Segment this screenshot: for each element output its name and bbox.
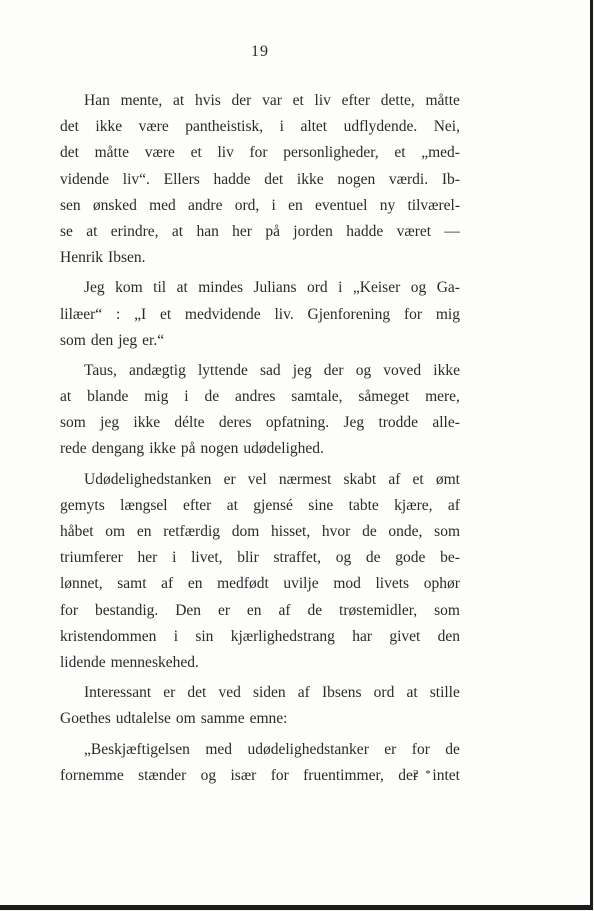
text-word: at (406, 684, 418, 702)
text-line (60, 140, 460, 166)
text-word: ved (218, 684, 241, 702)
text-word: er (223, 470, 236, 488)
text-word: ikke (133, 414, 161, 432)
text-line (60, 763, 460, 789)
body-text (60, 88, 460, 789)
text-line (60, 410, 460, 436)
text-word: såmeget (358, 388, 410, 406)
text-word: ophør (423, 575, 460, 593)
text-word: andægtig (129, 361, 186, 379)
text-word: lilæer“ (60, 305, 103, 323)
text-word: personligheder, (283, 144, 379, 162)
text-line (60, 328, 460, 354)
text-word: Henrik (60, 249, 104, 267)
text-word: om (105, 523, 126, 540)
text-line (60, 167, 460, 193)
text-word: skabt (343, 470, 377, 488)
text-word: i (184, 388, 189, 406)
text-word: sine (308, 496, 334, 514)
text-word: dengang (91, 440, 145, 458)
text-line (60, 114, 460, 140)
text-word: vel (247, 470, 267, 488)
text-word: her (232, 222, 252, 240)
text-word: værdi. (388, 170, 429, 188)
text-word: længsel (120, 496, 168, 514)
text-word: at (86, 222, 98, 240)
text-word: nogen (337, 170, 376, 188)
text-word: liv (314, 92, 331, 109)
text-word: i (338, 279, 343, 297)
text-word: trøstemidler, (339, 601, 418, 619)
text-word: ikke (296, 170, 324, 188)
text-word: har (352, 627, 373, 645)
text-word: en (136, 523, 152, 540)
text-word: mod (333, 575, 361, 593)
page-number: 19 (251, 43, 269, 60)
text-word: på (180, 440, 196, 458)
text-word: en (187, 575, 203, 593)
text-word: „I (134, 305, 147, 323)
text-word: sad (260, 361, 281, 379)
text-word: ikke (149, 440, 176, 458)
text-word: pantheistisk, (185, 118, 264, 136)
text-word: de (445, 740, 460, 758)
text-line (60, 545, 460, 571)
text-word: sin (195, 627, 214, 645)
text-word: opfatning. (265, 414, 330, 432)
text-word: de (365, 549, 381, 567)
text-word: eventuel (314, 196, 368, 214)
text-word: Interessant (84, 684, 152, 702)
text-word: at (176, 279, 188, 297)
text-word: délte (174, 414, 205, 432)
text-word: lønnet, (60, 575, 103, 593)
text-word: altet (300, 118, 328, 136)
text-word: mere, (425, 388, 460, 406)
text-word: det (60, 118, 79, 136)
text-word: mig (144, 388, 169, 406)
text-word: de (362, 523, 377, 540)
text-word: Ellers (163, 170, 200, 188)
text-word: de (307, 601, 323, 619)
text-word: hisset, (271, 523, 311, 540)
text-word: på (265, 222, 280, 240)
text-word: Ib- (441, 170, 460, 188)
text-line (60, 245, 460, 271)
text-word: der (323, 361, 344, 379)
text-word: i (279, 118, 284, 136)
text-word: stille (429, 684, 460, 702)
text-word: jeg (100, 414, 120, 432)
text-word: sen (60, 196, 81, 214)
text-word: som (434, 523, 460, 540)
text-word: er (384, 740, 397, 758)
text-word: givet (389, 627, 421, 645)
text-word: medvidende (184, 305, 261, 323)
text-word: udødelighedstanker (247, 740, 369, 758)
text-word: som (60, 331, 86, 349)
text-word: efter (182, 496, 212, 514)
text-word: været (396, 222, 432, 240)
text-word: se (60, 222, 73, 240)
text-word: her (137, 549, 158, 567)
text-word: i (172, 549, 177, 567)
text-word: er (163, 684, 176, 702)
text-word: ord, (234, 196, 260, 214)
text-word: lidende (60, 653, 106, 671)
text-word: nogen (200, 440, 239, 458)
text-word: er (217, 601, 230, 619)
text-word: trodde (378, 414, 419, 432)
text-word: og (335, 549, 352, 567)
text-word: og (200, 766, 217, 784)
text-word: Ibsens (321, 684, 362, 702)
text-word: i (271, 196, 276, 214)
text-word: andres (234, 388, 276, 406)
text-word: som (434, 601, 460, 619)
text-word: rede (60, 440, 87, 458)
text-line (60, 358, 460, 384)
text-line (60, 598, 460, 624)
text-word: gemyts (60, 496, 105, 514)
text-line (60, 384, 460, 410)
text-word: be- (440, 549, 460, 567)
text-line (60, 737, 460, 763)
text-word: ikke (95, 118, 123, 136)
text-word: Jeg (84, 279, 105, 297)
text-word: måtte (425, 92, 460, 109)
text-word: dette, (380, 92, 415, 109)
text-word: af (161, 575, 174, 593)
text-word: med (149, 196, 176, 214)
text-line (60, 219, 460, 245)
text-word: samt (117, 575, 147, 593)
text-word: være (144, 144, 175, 162)
text-word: hadde (346, 222, 384, 240)
text-word: der (398, 766, 419, 784)
text-word: udødelighed. (243, 440, 324, 458)
text-word: Jeg (343, 414, 365, 432)
text-word: til (153, 279, 167, 297)
text-word: stænder (138, 766, 187, 784)
text-word: at (173, 92, 185, 109)
text-word: samtale, (291, 388, 343, 406)
text-word: gjensé (253, 496, 293, 514)
text-word: kjære, (394, 496, 433, 514)
text-word: erindre, (110, 222, 159, 240)
text-word: og (355, 361, 372, 379)
text-word: emne: (249, 710, 288, 728)
text-word: ømt (435, 470, 460, 488)
text-word: af (388, 470, 401, 488)
text-word: jeg (292, 361, 312, 379)
text-word: ord (373, 684, 395, 702)
text-word: Gjenforening (307, 305, 391, 323)
text-word: mig (435, 305, 460, 323)
text-word: jorden (293, 222, 333, 240)
text-word: liv. (274, 305, 294, 323)
text-word: et (394, 144, 406, 162)
text-word: straffet, (273, 549, 321, 567)
text-word: tilværel- (407, 196, 460, 214)
text-word: efter (341, 92, 371, 109)
text-word: vidende (60, 170, 110, 188)
text-word: for (60, 601, 79, 619)
text-word: dom (231, 523, 260, 540)
text-word: onde, (388, 523, 423, 540)
text-word: medfødt (217, 575, 269, 593)
text-word: Den (175, 601, 202, 619)
text-word: ikke (433, 361, 460, 379)
text-word: af (447, 496, 460, 514)
text-word: mente, (120, 92, 163, 109)
text-line (60, 706, 460, 732)
text-word: for (403, 305, 423, 323)
text-word: Ga- (436, 279, 460, 297)
text-word: „Beskjæftigelsen (84, 740, 190, 758)
text-word: — (444, 222, 460, 240)
text-word: især (230, 766, 257, 784)
text-line (60, 680, 460, 706)
text-word: med (205, 740, 233, 758)
text-word: den (90, 331, 114, 349)
text-word: af (297, 684, 310, 702)
text-line (60, 88, 460, 114)
text-word: „med- (421, 144, 460, 162)
text-word: : (115, 305, 121, 323)
text-line (60, 519, 460, 545)
text-word: Udødelighedstanken (84, 470, 212, 488)
text-word: Taus, (84, 361, 117, 379)
text-word: i (173, 627, 179, 645)
text-word: liv (217, 144, 234, 162)
text-word: om (175, 710, 196, 728)
text-word: Han (84, 92, 110, 109)
text-word: at (171, 222, 184, 240)
text-word: livets (375, 575, 410, 593)
text-word: den (437, 627, 460, 645)
text-word: hvor (321, 523, 351, 540)
text-word: der (231, 92, 252, 109)
text-word: triumferer (60, 549, 123, 567)
text-word: udtalelse (115, 710, 171, 728)
text-word: nærmest (278, 470, 332, 488)
text-word: Julians (253, 279, 297, 297)
text-word: kjærlighedstrang (230, 627, 335, 645)
text-word: gode (395, 549, 426, 567)
text-word: hvis (194, 92, 221, 109)
text-word: en (246, 601, 262, 619)
text-line (60, 275, 460, 301)
text-word: måtte (94, 144, 130, 162)
text-word: det (187, 684, 207, 702)
text-word: andre (188, 196, 223, 214)
text-word: liv“. (122, 170, 150, 188)
text-word: er.“ (142, 331, 165, 349)
signature-mark: 2 * (413, 768, 433, 780)
text-word: menneskehed. (110, 653, 199, 671)
text-word: intet (432, 766, 460, 784)
text-line (60, 624, 460, 650)
text-word: jeg (118, 331, 138, 349)
text-word: Ibsen. (108, 249, 146, 267)
text-word: det (60, 144, 79, 162)
text-word: som (60, 414, 86, 432)
text-word: Goethes (60, 710, 111, 728)
text-line (60, 467, 460, 493)
text-word: kristendommen (60, 627, 157, 645)
text-word: udflydende. (343, 118, 418, 136)
text-line (60, 193, 460, 219)
text-word: bestandig. (95, 601, 159, 619)
text-word: ønsked (92, 196, 137, 214)
text-word: livet, (191, 549, 223, 567)
text-word: det (264, 170, 284, 188)
text-word: håbet (60, 523, 94, 540)
text-word: uvilje (283, 575, 319, 593)
text-line (60, 302, 460, 328)
text-word: voved (383, 361, 422, 379)
text-word: for (411, 740, 430, 758)
text-word: fornemme (60, 766, 124, 784)
text-word: blande (87, 388, 129, 406)
text-word: retfærdig (163, 523, 221, 540)
text-word: blir (237, 549, 259, 567)
text-word: et (190, 144, 202, 162)
text-word: at (226, 496, 238, 514)
text-word: og (410, 279, 427, 297)
text-word: et (412, 470, 424, 488)
text-word: et (292, 92, 304, 109)
text-line (60, 493, 460, 519)
text-word: han (196, 222, 219, 240)
text-word: at (60, 388, 72, 406)
text-word: for (249, 144, 268, 162)
text-word: alle- (432, 414, 460, 432)
text-word: lyttende (197, 361, 248, 379)
text-word: siden (252, 684, 286, 702)
text-word: Nei, (433, 118, 460, 136)
text-word: ord (307, 279, 328, 297)
text-word: var (262, 92, 282, 109)
text-word: et (159, 305, 172, 323)
text-word: deres (218, 414, 252, 432)
text-word: en (288, 196, 303, 214)
text-word: mindes (198, 279, 243, 297)
text-word: samme (200, 710, 245, 728)
text-word: „Keiser (352, 279, 401, 297)
text-word: være (138, 118, 169, 136)
text-word: kom (115, 279, 143, 297)
text-line (60, 436, 460, 462)
text-line (60, 650, 460, 676)
text-line (60, 571, 460, 597)
text-word: hadde (213, 170, 251, 188)
text-word: de (204, 388, 220, 406)
text-word: for (270, 766, 289, 784)
text-word: af (278, 601, 291, 619)
text-word: fruentimmer, (303, 766, 384, 784)
text-word: tabte (348, 496, 379, 514)
text-word: ny (379, 196, 396, 214)
